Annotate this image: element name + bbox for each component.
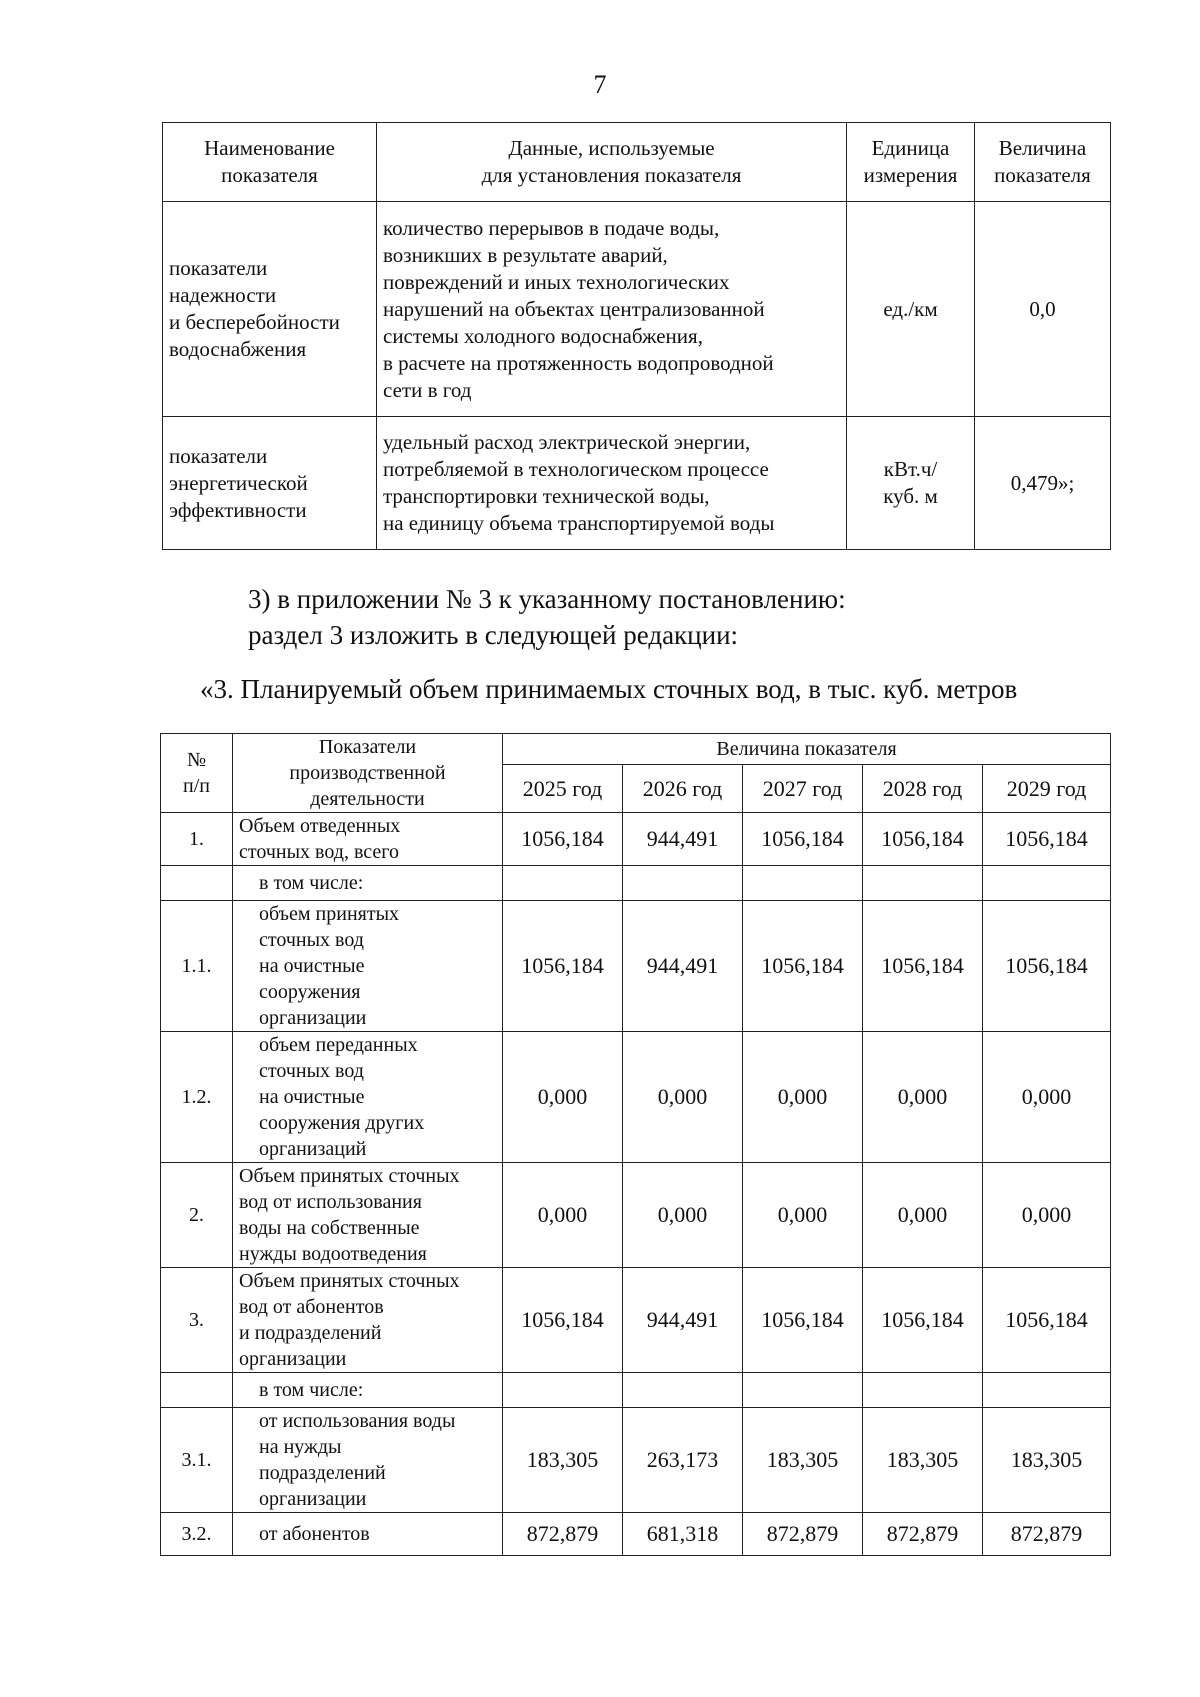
value-cell: 183,305 xyxy=(863,1408,983,1513)
header-unit: Единица измерения xyxy=(847,123,975,202)
value-cell: 1056,184 xyxy=(743,901,863,1032)
value-cell: 872,879 xyxy=(743,1513,863,1556)
label-line: сточных вод xyxy=(259,929,364,951)
header-year: 2029 год xyxy=(983,765,1111,813)
value-cell: 0,000 xyxy=(503,1163,623,1268)
table-row xyxy=(161,1163,1111,1268)
indicator-label-cell xyxy=(233,866,503,901)
table-row xyxy=(161,1373,1111,1408)
label-line: сооружения других xyxy=(259,1112,425,1134)
value-cell: 263,173 xyxy=(623,1408,743,1513)
indicator-name-cell: показатели надежности и бесперебойности водоснабжения xyxy=(163,202,377,417)
value-cell: 1056,184 xyxy=(503,813,623,866)
value-cell: 0,000 xyxy=(623,1163,743,1268)
indicators-table-header-row xyxy=(163,123,1111,202)
row-number-cell: 1.2. xyxy=(161,1032,233,1163)
label-line: Объем принятых сточных xyxy=(239,1165,460,1187)
table-row xyxy=(161,1513,1111,1556)
value-cell: 0,0 xyxy=(975,202,1111,417)
header-row-number: № п/п xyxy=(161,734,233,813)
row-number-cell xyxy=(161,866,233,901)
label-line: от абонентов xyxy=(259,1523,370,1545)
value-cell: 0,000 xyxy=(743,1032,863,1163)
source-data-cell: удельный расход электрической энергии, потребляемой в технологическом процессе транспортировки технической воды, на единицу объема транспортируемой воды xyxy=(377,417,847,550)
indicator-name-cell: показатели энергетической эффективности xyxy=(163,417,377,550)
header-year: 2026 год xyxy=(623,765,743,813)
label-line: организации xyxy=(259,1488,367,1510)
row-number-cell: 3.1. xyxy=(161,1408,233,1513)
indicator-label-cell xyxy=(233,1513,503,1556)
value-cell: 1056,184 xyxy=(983,813,1111,866)
table-row xyxy=(161,1032,1111,1163)
value-cell: 872,879 xyxy=(983,1513,1111,1556)
value-cell: 1056,184 xyxy=(863,901,983,1032)
value-cell: 872,879 xyxy=(503,1513,623,1556)
value-cell: 183,305 xyxy=(983,1408,1111,1513)
wastewater-volume-table xyxy=(160,733,1111,1556)
value-cell: 944,491 xyxy=(623,813,743,866)
header-activity-indicators: Показатели производственной деятельности xyxy=(233,734,503,813)
row-number-cell: 1.1. xyxy=(161,901,233,1032)
section-title: «3. Планируемый объем принимаемых сточных вод, в тыс. куб. метров xyxy=(200,674,1018,704)
table-row xyxy=(161,1268,1111,1373)
value-cell xyxy=(743,866,863,901)
value-cell xyxy=(503,866,623,901)
paragraph-amendment: 3) в приложении № 3 к указанному постановлению: xyxy=(248,584,846,614)
header-source-data: Данные, используемые для установления показателя xyxy=(377,123,847,202)
table-row xyxy=(161,813,1111,866)
value-cell: 681,318 xyxy=(623,1513,743,1556)
unit-cell: ед./км xyxy=(847,202,975,417)
row-number-cell: 2. xyxy=(161,1163,233,1268)
value-cell: 0,000 xyxy=(863,1032,983,1163)
value-cell: 1056,184 xyxy=(503,901,623,1032)
value-cell: 1056,184 xyxy=(743,1268,863,1373)
value-cell: 1056,184 xyxy=(743,813,863,866)
value-cell xyxy=(503,1373,623,1408)
value-cell: 0,000 xyxy=(983,1163,1111,1268)
value-cell: 872,879 xyxy=(863,1513,983,1556)
label-line: в том числе: xyxy=(259,872,364,894)
paragraph-instruction: раздел 3 изложить в следующей редакции: xyxy=(248,620,739,650)
row-number-cell: 3. xyxy=(161,1268,233,1373)
label-line: нужды водоотведения xyxy=(239,1243,427,1265)
value-cell xyxy=(983,1373,1111,1408)
value-cell: 0,000 xyxy=(503,1032,623,1163)
indicators-table xyxy=(162,122,1111,550)
header-indicator-name: Наименование показателя xyxy=(163,123,377,202)
indicator-label-cell xyxy=(233,1373,503,1408)
value-cell: 1056,184 xyxy=(863,1268,983,1373)
wastewater-table-body xyxy=(161,813,1111,1556)
value-cell: 1056,184 xyxy=(863,813,983,866)
value-cell: 1056,184 xyxy=(503,1268,623,1373)
label-line: объем переданных xyxy=(259,1034,418,1056)
indicator-label-cell xyxy=(233,901,503,1032)
label-line: на очистные xyxy=(259,955,365,977)
label-line: от использования воды xyxy=(259,1410,456,1432)
table-row xyxy=(161,866,1111,901)
label-line: на очистные xyxy=(259,1086,365,1108)
value-cell xyxy=(863,1373,983,1408)
indicator-label-cell xyxy=(233,1032,503,1163)
label-line: организаций xyxy=(259,1138,367,1160)
header-year: 2025 год xyxy=(503,765,623,813)
value-cell: 0,000 xyxy=(743,1163,863,1268)
value-cell: 1056,184 xyxy=(983,1268,1111,1373)
label-line: сточных вод xyxy=(259,1060,364,1082)
label-line: подразделений xyxy=(259,1462,386,1484)
value-cell: 0,000 xyxy=(983,1032,1111,1163)
value-cell: 944,491 xyxy=(623,901,743,1032)
label-line: воды на собственные xyxy=(239,1217,420,1239)
row-number-cell xyxy=(161,1373,233,1408)
label-line: объем принятых xyxy=(259,903,400,925)
value-cell: 0,000 xyxy=(623,1032,743,1163)
value-cell: 0,479»; xyxy=(975,417,1111,550)
label-line: в том числе: xyxy=(259,1379,364,1401)
header-value: Величина показателя xyxy=(975,123,1111,202)
label-line: организации xyxy=(259,1007,367,1029)
value-cell xyxy=(623,866,743,901)
label-line: Объем отведенных xyxy=(239,815,401,837)
value-cell: 944,491 xyxy=(623,1268,743,1373)
page-number: 7 xyxy=(593,70,607,99)
label-line: сооружения xyxy=(259,981,361,1003)
wastewater-table-header-row xyxy=(161,734,1111,765)
label-line: и подразделений xyxy=(239,1322,382,1344)
table-row xyxy=(163,417,1111,550)
value-cell: 1056,184 xyxy=(983,901,1111,1032)
indicator-label-cell xyxy=(233,1408,503,1513)
indicator-label-cell xyxy=(233,1163,503,1268)
table-row xyxy=(161,901,1111,1032)
label-line: организации xyxy=(239,1348,347,1370)
row-number-cell: 1. xyxy=(161,813,233,866)
source-data-cell: количество перерывов в подаче воды, возникших в результате аварий, повреждений и иных технологических нарушений на объектах централизованной системы холодного водоснабжения, в расчете на протяженность водопроводной сети в год xyxy=(377,202,847,417)
label-line: Объем принятых сточных xyxy=(239,1270,460,1292)
table-row xyxy=(161,1408,1111,1513)
indicator-label-cell xyxy=(233,1268,503,1373)
unit-cell: кВт.ч/ куб. м xyxy=(847,417,975,550)
label-line: вод от абонентов xyxy=(239,1296,384,1318)
label-line: вод от использования xyxy=(239,1191,422,1213)
indicator-label-cell xyxy=(233,813,503,866)
value-cell: 183,305 xyxy=(743,1408,863,1513)
header-year: 2027 год xyxy=(743,765,863,813)
label-line: на нужды xyxy=(259,1436,342,1458)
value-cell: 0,000 xyxy=(863,1163,983,1268)
row-number-cell: 3.2. xyxy=(161,1513,233,1556)
header-year: 2028 год xyxy=(863,765,983,813)
value-cell xyxy=(983,866,1111,901)
value-cell: 183,305 xyxy=(503,1408,623,1513)
value-cell xyxy=(743,1373,863,1408)
label-line: сточных вод, всего xyxy=(239,841,399,863)
table-row xyxy=(163,202,1111,417)
header-indicator-value-group: Величина показателя xyxy=(503,734,1111,765)
value-cell xyxy=(863,866,983,901)
value-cell xyxy=(623,1373,743,1408)
